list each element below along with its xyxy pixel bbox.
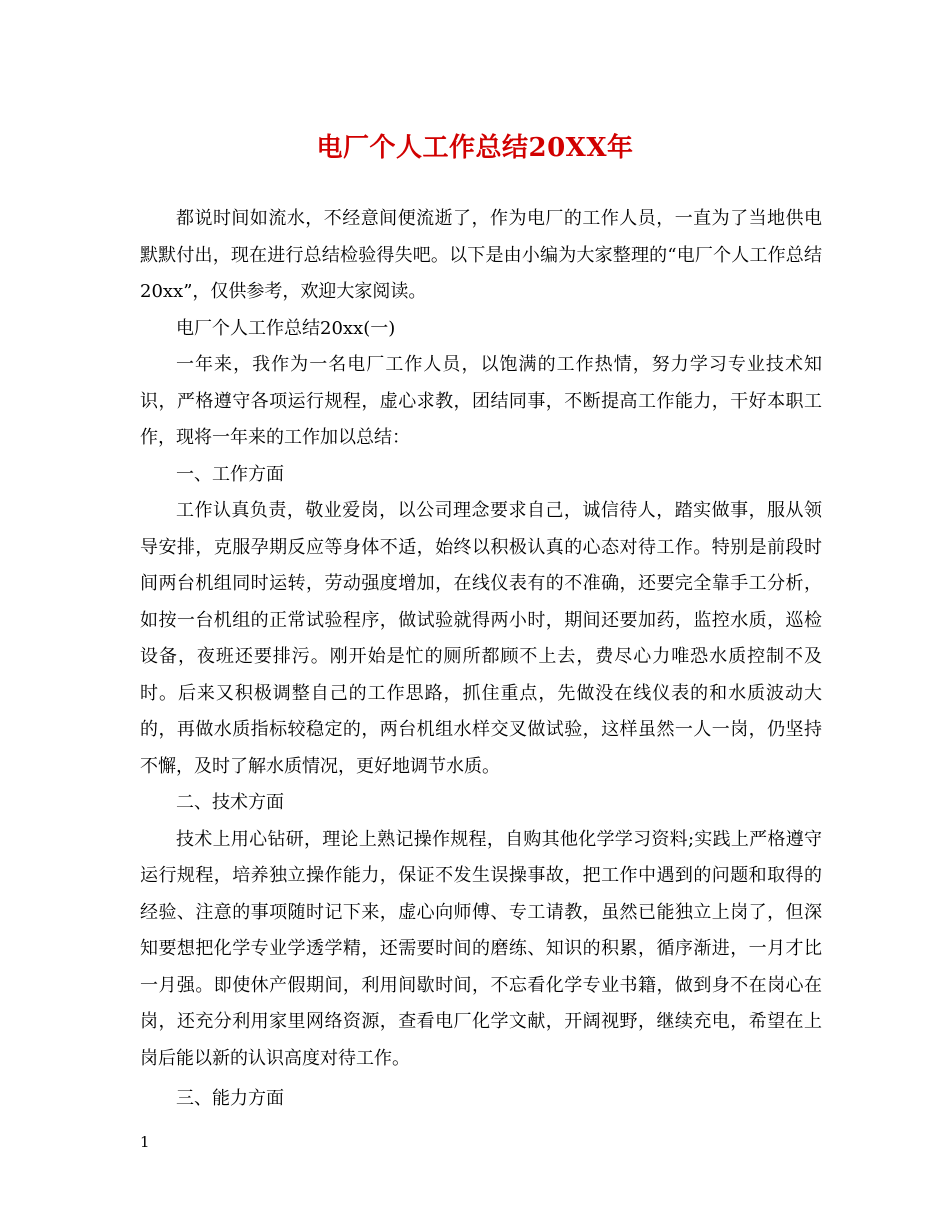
section-heading-work: 一、工作方面 xyxy=(176,463,284,485)
document-body xyxy=(140,201,822,1118)
page-number: 1 xyxy=(140,1133,150,1151)
document-title: 电厂个人工作总结20XX年 xyxy=(316,133,634,163)
section-heading-ability: 三、能力方面 xyxy=(176,1088,284,1109)
technology-paragraph: 技术上用心钻研，理论上熟记操作规程，自购其他化学学习资料;实践上严格遵守运行规程，培养独立操作能力，保证不发生误操事故，把工作中遇到的问题和取得的经验、注意的事项随时记下来，虚心向师傅、专工请教，虽然已能独立上岗了，但深知要想把化学专业学透学精，还需要时间的磨练、知识的积累，循序渐进，一月才比一月强。即使休产假期间，利用间歇时间，不忘看化学专业书籍，做到身不在岗心在岗，还充分利用家里网络资源，查看电厂化学文献，开阔视野，继续充电，希望在上岗后能以新的认识高度对待工作。 xyxy=(140,828,822,1069)
intro-paragraph: 都说时间如流水，不经意间便流逝了，作为电厂的工作人员，一直为了当地供电默默付出，现在进行总结检验得失吧。以下是由小编为大家整理的“电厂个人工作总结20xx”，仅供参考，欢迎大家阅读。 xyxy=(140,208,822,302)
section-heading-technology: 二、技术方面 xyxy=(176,792,284,813)
summary-intro-paragraph: 一年来，我作为一名电厂工作人员，以饱满的工作热情，努力学习专业技术知识，严格遵守各项运行规程，虚心求教，团结同事，不断提高工作能力，干好本职工作，现将一年来的工作加以总结： xyxy=(140,354,822,448)
work-paragraph: 工作认真负责，敬业爱岗，以公司理念要求自己，诚信待人，踏实做事，服从领导安排，克服孕期反应等身体不适，始终以积极认真的心态对待工作。特别是前段时间两台机组同时运转，劳动强度增加，在线仪表有的不准确，还要完全靠手工分析，如按一台机组的正常试验程序，做试验就得两小时，期间还要加药，监控水质，巡检设备，夜班还要排污。刚开始是忙的厕所都顾不上去，费尽心力唯恐水质控制不及时。后来又积极调整自己的工作思路，抓住重点，先做没在线仪表的和水质波动大的，再做水质指标较稳定的，两台机组水样交叉做试验，这样虽然一人一岗，仍坚持不懈，及时了解水质情况，更好地调节水质。 xyxy=(140,500,822,777)
section-heading-part-one: 电厂个人工作总结20xx(一) xyxy=(176,317,396,339)
